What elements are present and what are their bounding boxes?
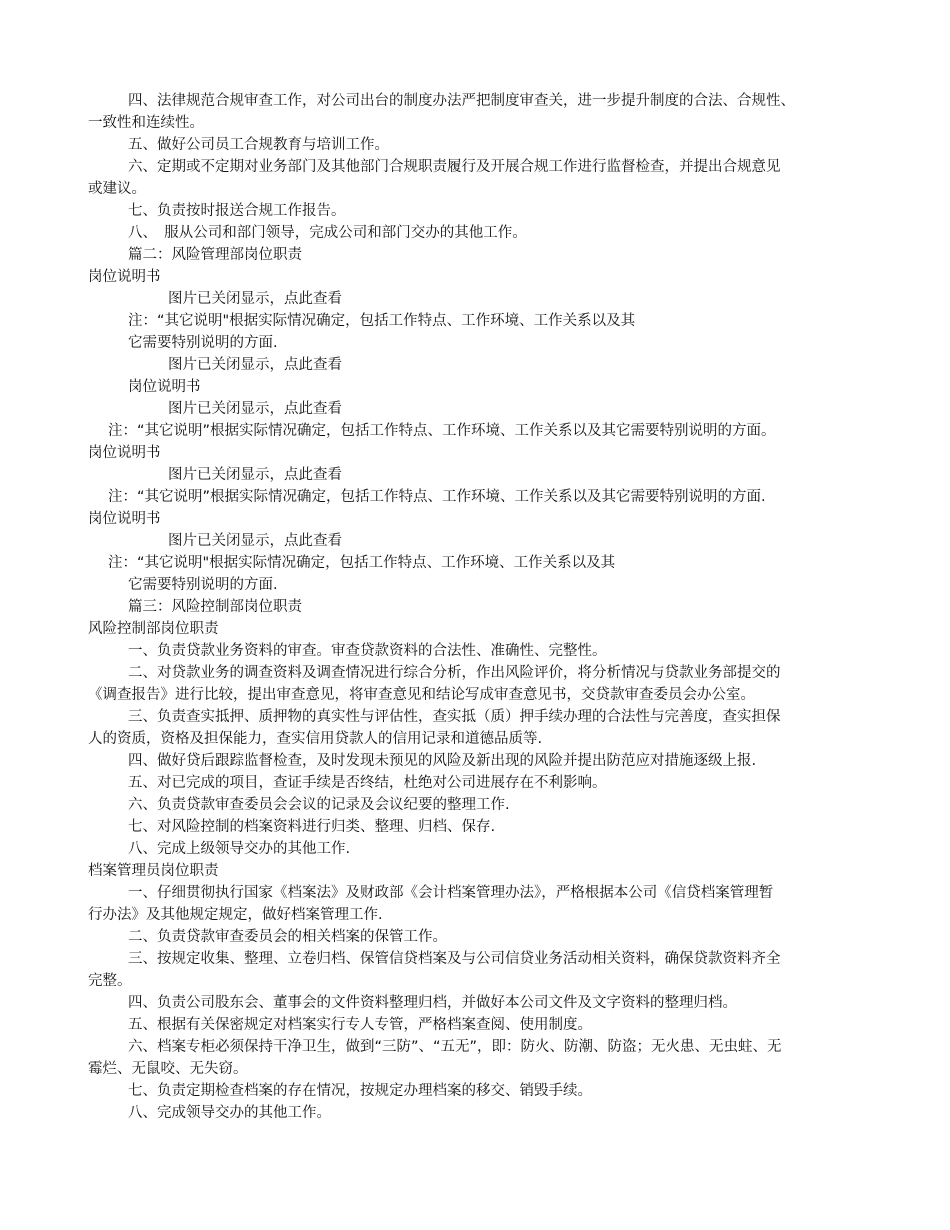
image-placeholder-link[interactable]: 图片已关闭显示，点此查看 [168,401,342,417]
paragraph-line: 人的资质，资格及担保能力，查实信用贷款人的信用记录和道德品质等. [88,731,543,747]
subsection-heading: 档案管理员岗位职责 [88,863,219,879]
paragraph-line: 四、法律规范合规审查工作，对公司出台的制度办法严把制度审查关，进一步提升制度的合法、合规性、 [128,93,795,109]
paragraph-line: 二、对贷款业务的调查资料及调查情况进行综合分析，作出风险评价，将分析情况与贷款业务部提交的 [128,665,781,681]
note-line: 注：“其它说明"根据实际情况确定，包括工作特点、工作环境、工作关系以及其 [128,313,636,329]
subsection-heading: 岗位说明书 [128,379,201,395]
paragraph-line: 六、负责贷款审查委员会会议的记录及会议纪要的整理工作. [128,797,510,813]
paragraph-line: 五、对已完成的项目，查证手续是否终结，杜绝对公司进展存在不利影响。 [128,775,607,791]
paragraph-line: 完整。 [88,973,132,989]
subsection-heading: 岗位说明书 [88,511,161,527]
subsection-heading: 岗位说明书 [88,445,161,461]
paragraph-line: 七、负责按时报送合规工作报告。 [128,203,346,219]
note-line: 注：“其它说明”根据实际情况确定，包括工作特点、工作环境、工作关系以及其它需要特别说明的方面. [108,489,766,505]
paragraph-line: 七、负责定期检查档案的存在情况，按规定办理档案的移交、销毁手续。 [128,1083,592,1099]
paragraph-line: 一致性和连续性。 [88,115,204,131]
paragraph-line: 一、负责贷款业务资料的审查。审查贷款资料的合法性、准确性、完整性。 [128,643,607,659]
section-heading: 篇二：风险管理部岗位职责 [128,247,302,263]
subsection-heading: 风险控制部岗位职责 [88,621,219,637]
note-line: 它需要特别说明的方面. [128,335,278,351]
paragraph-line: 六、定期或不定期对业务部门及其他部门合规职责履行及开展合规工作进行监督检查，并提出合规意见 [128,159,781,175]
image-placeholder-link[interactable]: 图片已关闭显示，点此查看 [168,357,342,373]
paragraph-line: 五、做好公司员工合规教育与培训工作。 [128,137,389,153]
section-heading: 篇三：风险控制部岗位职责 [128,599,302,615]
paragraph-line: 八、完成领导交办的其他工作。 [128,1105,331,1121]
paragraph-line: 三、按规定收集、整理、立卷归档、保管信贷档案及与公司信贷业务活动相关资料，确保贷款资料齐全 [128,951,781,967]
note-line: 注：“其它说明”根据实际情况确定，包括工作特点、工作环境、工作关系以及其它需要特别说明的方面。 [108,423,776,439]
subsection-heading: 岗位说明书 [88,269,161,285]
paragraph-line: 二、负责贷款审查委员会的相关档案的保管工作。 [128,929,447,945]
paragraph-line: 一、仔细贯彻执行国家《档案法》及财政部《会计档案管理办法》，严格根据本公司《信贷档案管理暂 [128,885,774,901]
image-placeholder-link[interactable]: 图片已关闭显示，点此查看 [168,291,342,307]
paragraph-line: 《调查报告》进行比较，提出审查意见，将审查意见和结论写成审查意见书，交贷款审查委员会办公室。 [88,687,755,703]
image-placeholder-link[interactable]: 图片已关闭显示，点此查看 [168,533,342,549]
paragraph-line: 五、根据有关保密规定对档案实行专人专管，严格档案查阅、使用制度。 [128,1017,592,1033]
paragraph-line: 八、完成上级领导交办的其他工作. [128,841,351,857]
paragraph-line: 三、负责查实抵押、质押物的真实性与评估性，查实抵（质）押手续办理的合法性与完善度，查实担保 [128,709,781,725]
paragraph-line: 六、档案专柜必须保持干净卫生，做到“三防”、“五无”，即：防火、防潮、防盗；无火患、无虫蛀、无 [128,1039,782,1055]
paragraph-line: 行办法》及其他规定规定，做好档案管理工作. [88,907,383,923]
image-placeholder-link[interactable]: 图片已关闭显示，点此查看 [168,467,342,483]
note-line: 注：“其它说明"根据实际情况确定，包括工作特点、工作环境、工作关系以及其 [108,555,616,571]
paragraph-line: 七、对风险控制的档案资料进行归类、整理、归档、保存. [128,819,496,835]
paragraph-line: 八、 服从公司和部门领导，完成公司和部门交办的其他工作。 [128,225,527,241]
note-line: 它需要特别说明的方面. [128,577,278,593]
paragraph-line: 或建议。 [88,181,146,197]
paragraph-line: 四、做好贷后跟踪监督检查，及时发现未预见的风险及新出现的风险并提出防范应对措施逐级上报. [128,753,757,769]
paragraph-line: 霉烂、无鼠咬、无失窃。 [88,1061,248,1077]
paragraph-line: 四、负责公司股东会、董事会的文件资料整理归档，并做好本公司文件及文字资料的整理归档。 [128,995,737,1011]
